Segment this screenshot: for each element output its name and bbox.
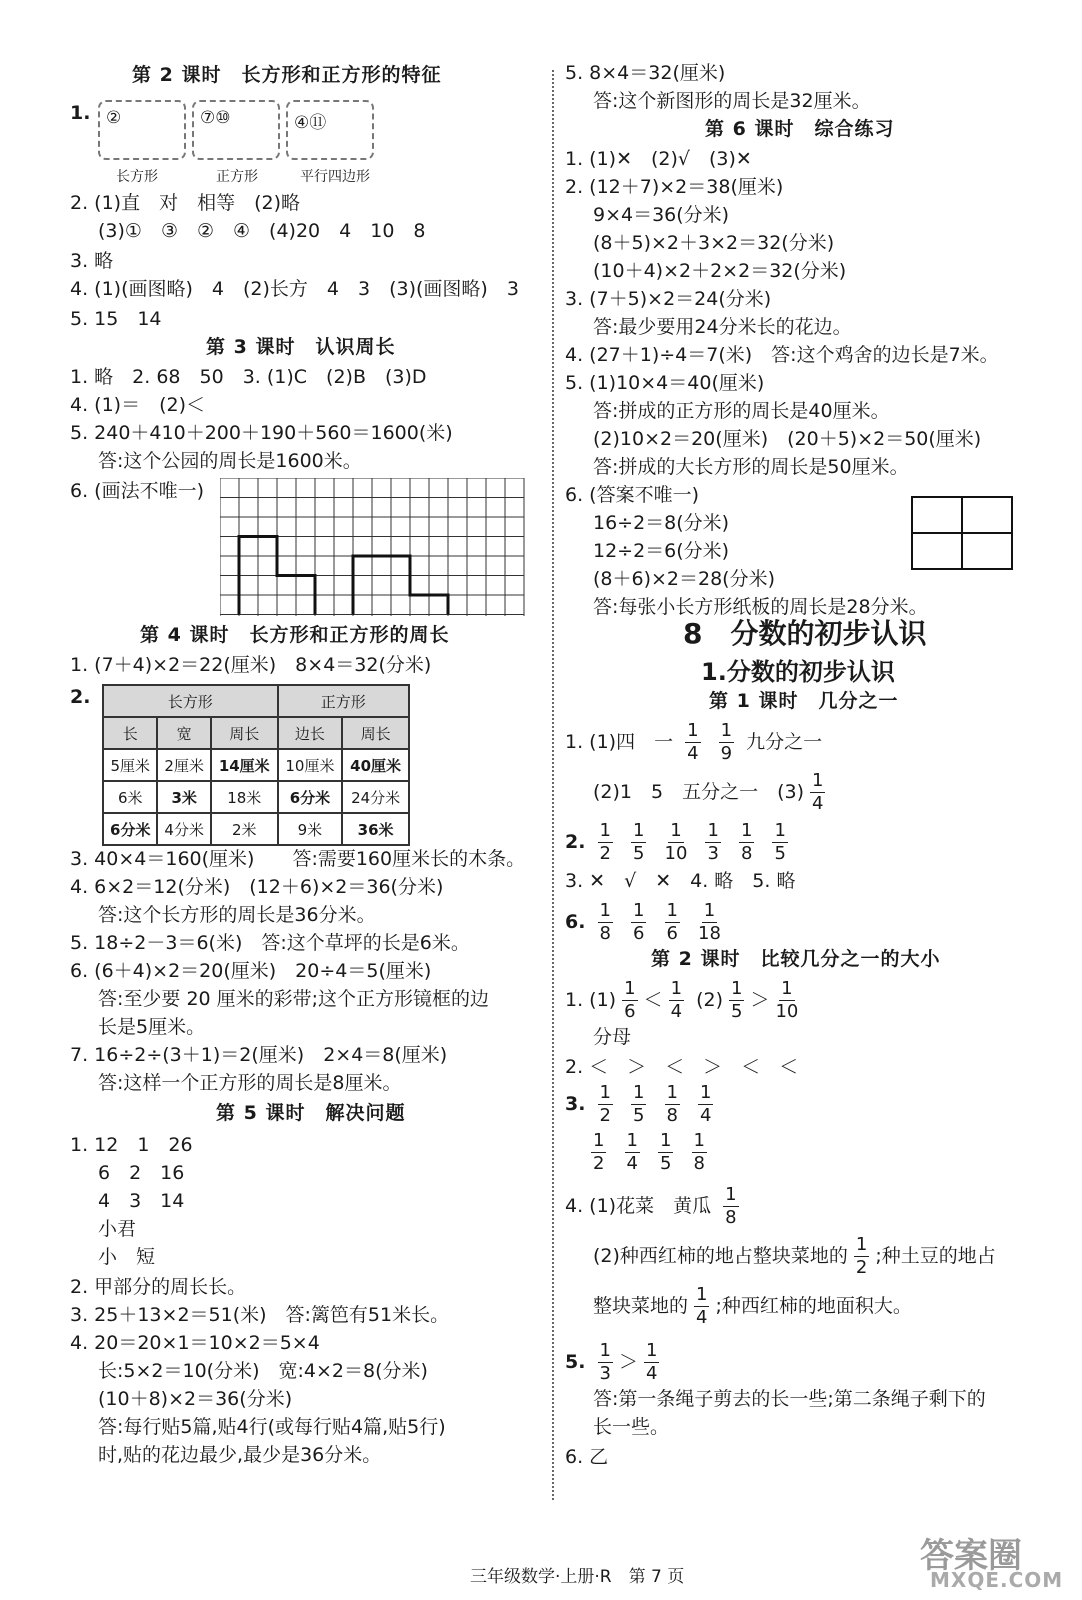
l5-q4-d: 答:每行贴5篇,贴4行(或每行贴4篇,贴5行) — [98, 1416, 446, 1438]
fraction: $\frac{1}{8}$ — [599, 900, 611, 944]
fraction: $\frac{1}{4}$ — [670, 978, 683, 1022]
c2-q1: 1. (1) $\frac{1}{6}$ ＜ $\frac{1}{4}$ (2) $\frac{1}{5}$ ＞ $\frac{1}{10}$ — [565, 978, 799, 1022]
l2-q5: 5. 15 14 — [70, 308, 162, 330]
c2-q1-b: 分母 — [593, 1026, 632, 1048]
l4-q3: 3. 40×4＝160(厘米) 答:需要160厘米长的木条。 — [70, 848, 526, 870]
section-title: 1.分数的初步认识 — [701, 658, 895, 686]
l4-q6-answer-1: 答:至少要 20 厘米的彩带;这个正方形镜框的边 — [98, 988, 490, 1010]
l5-q4-e: 时,贴的花边最少,最少是36分米。 — [98, 1444, 382, 1466]
watermark-logo: 答案圈 — [920, 1536, 1022, 1576]
table-header: 宽 — [157, 717, 210, 749]
fraction: $\frac{1}{8}$ — [666, 1082, 678, 1126]
lesson3-title: 第 3 课时 认识周长 — [206, 336, 396, 358]
l2-q2a: 2. (1)直 对 相等 (2)略 — [70, 192, 300, 214]
fraction: $\frac{1}{2}$ — [593, 1130, 605, 1174]
r-q5-answer: 答:这个新图形的周长是32厘米。 — [593, 90, 871, 112]
l4-q4-answer: 答:这个长方形的周长是36分米。 — [98, 904, 376, 926]
fraction: $\frac{1}{5}$ — [633, 1082, 645, 1126]
l6-q6-d: (8＋6)×2＝28(分米) — [593, 568, 776, 590]
c2-q6: 6. 乙 — [565, 1446, 609, 1468]
table-header: 长 — [103, 717, 157, 749]
watermark-url: MXQE.COM — [930, 1568, 1064, 1592]
l3-q6: 6. (画法不唯一) — [70, 480, 204, 502]
rectangle-split-drawing — [911, 496, 1013, 570]
c1-q6: 6. $\frac{1}{8}$ $\frac{1}{6}$ $\frac{1}{6}$ $\frac{1}{18}$ — [565, 900, 721, 944]
fraction: $\frac{1}{8}$ — [725, 1184, 737, 1228]
lesson6-title: 第 6 课时 综合练习 — [705, 118, 895, 140]
l3-q4: 4. (1)＝ (2)＜ — [70, 394, 205, 416]
c2-q4-c: 整块菜地的 $\frac{1}{4}$ ;种西红柿的地面积大。 — [593, 1284, 912, 1328]
l5-q1-b: 6 2 16 — [98, 1162, 185, 1184]
fraction: $\frac{1}{2}$ — [855, 1234, 868, 1278]
c1-q1a: 1. (1)四 一 $\frac{1}{4}$ $\frac{1}{9}$ 九分之一 — [565, 720, 823, 764]
shape-label-1: 长方形 — [116, 169, 158, 185]
c2-title: 第 2 课时 比较几分之一的大小 — [651, 948, 941, 970]
l5-q2: 2. 甲部分的周长长。 — [70, 1276, 247, 1298]
table-group-header: 正方形 — [278, 685, 409, 717]
table-header: 周长 — [342, 717, 409, 749]
c2-q3-row2 — [585, 1132, 713, 1173]
l6-q2-d: (10＋4)×2＋2×2＝32(分米) — [593, 260, 847, 282]
l6-q5-b: (2)10×2＝20(厘米) (20＋5)×2＝50(厘米) — [593, 428, 982, 450]
fraction: $\frac{1}{6}$ — [633, 900, 645, 944]
c2-q4: 4. (1)花菜 黄瓜 $\frac{1}{8}$ — [565, 1184, 737, 1228]
l4-q4: 4. 6×2＝12(分米) (12＋6)×2＝36(分米) — [70, 876, 444, 898]
fraction: $\frac{1}{2}$ — [599, 1082, 611, 1126]
table-group-header: 长方形 — [103, 685, 278, 717]
l2-q2b: (3)① ③ ② ④ (4)20 4 10 8 — [98, 220, 426, 242]
l4-q1: 1. (7＋4)×2＝22(厘米) 8×4＝32(分米) — [70, 654, 432, 676]
l4-q7-answer: 答:这样一个正方形的周长是8厘米。 — [98, 1072, 402, 1094]
l4-q2-num: 2. — [70, 686, 91, 708]
l5-q1-e: 小 短 — [98, 1246, 156, 1268]
c1-q2: 2. $\frac{1}{2}$ $\frac{1}{5}$ $\frac{1}{10}$ $\frac{1}{3}$ $\frac{1}{8}$ $\frac{1}{5}$ — [565, 820, 786, 864]
l6-q3: 3. (7＋5)×2＝24(分米) — [565, 288, 772, 310]
l2-q1-num: 1. — [70, 102, 91, 124]
fraction: $\frac{1}{5}$ — [730, 978, 743, 1022]
l5-q3: 3. 25＋13×2＝51(米) 答:篱笆有51米长。 — [70, 1304, 450, 1326]
c2-q3-row1: 3. $\frac{1}{2}$ $\frac{1}{5}$ $\frac{1}{8}$ $\frac{1}{4}$ — [565, 1082, 712, 1126]
l5-q1-d: 小君 — [98, 1218, 137, 1240]
fraction: $\frac{1}{10}$ — [775, 978, 799, 1022]
fraction: $\frac{1}{4}$ — [812, 770, 824, 814]
l3-q1: 1. 略 2. 68 50 3. (1)C (2)B (3)D — [70, 366, 427, 388]
table-row: 6米 3米 18米 6分米 24分米 — [103, 781, 409, 813]
l5-q4-c: (10＋8)×2＝36(分米) — [98, 1388, 293, 1410]
fraction: $\frac{1}{9}$ — [720, 720, 733, 764]
l3-q5-answer: 答:这个公园的周长是1600米。 — [98, 450, 362, 472]
l6-q2-c: (8＋5)×2＋3×2＝32(分米) — [593, 232, 835, 254]
shape-label-3: 平行四边形 — [300, 169, 370, 185]
fraction: $\frac{1}{18}$ — [698, 900, 721, 944]
l3-q5: 5. 240＋410＋200＋190＋560＝1600(米) — [70, 422, 453, 444]
l6-q6-b: 16÷2＝8(分米) — [593, 512, 730, 534]
fraction: $\frac{1}{5}$ — [660, 1130, 672, 1174]
l4-q6-answer-2: 长是5厘米。 — [98, 1016, 206, 1038]
shape-box-2: ⑦⑩ — [192, 100, 280, 160]
unit-title: 8 分数的初步认识 — [683, 617, 927, 650]
l6-q2: 2. (12＋7)×2＝38(厘米) — [565, 176, 784, 198]
lesson2-title: 第 2 课时 长方形和正方形的特征 — [132, 64, 442, 86]
table-header: 边长 — [278, 717, 343, 749]
l4-q6: 6. (6＋4)×2＝20(厘米) 20÷4＝5(厘米) — [70, 960, 432, 982]
l6-q5-answer-2: 答:拼成的大长方形的周长是50厘米。 — [593, 456, 909, 478]
l5-q1: 1. 12 1 26 — [70, 1134, 193, 1156]
fraction: $\frac{1}{6}$ — [666, 900, 678, 944]
lesson5-title: 第 5 课时 解决问题 — [216, 1102, 406, 1124]
perimeter-table — [102, 684, 410, 846]
l2-q4: 4. (1)(画图略) 4 (2)长方 4 3 (3)(画图略) 3 — [70, 278, 519, 300]
l5-q4-b: 长:5×2＝10(分米) 宽:4×2＝8(分米) — [98, 1360, 428, 1382]
column-divider — [552, 70, 554, 1500]
l6-q6-c: 12÷2＝6(分米) — [593, 540, 730, 562]
l6-q3-answer: 答:最少要用24分米长的花边。 — [593, 316, 852, 338]
fraction: $\frac{1}{4}$ — [626, 1130, 638, 1174]
fraction: $\frac{1}{3}$ — [599, 1340, 611, 1384]
l6-q5-answer-1: 答:拼成的正方形的周长是40厘米。 — [593, 400, 890, 422]
c2-q5: 5. $\frac{1}{3}$ ＞ $\frac{1}{4}$ — [565, 1340, 658, 1384]
c1-q1b: (2)1 5 五分之一 (3) $\frac{1}{4}$ — [593, 770, 824, 814]
fraction: $\frac{1}{8}$ — [693, 1130, 705, 1174]
fraction: $\frac{1}{5}$ — [774, 820, 786, 864]
l4-q7: 7. 16÷2÷(3＋1)＝2(厘米) 2×4＝8(厘米) — [70, 1044, 448, 1066]
c2-q4-b: (2)种西红柿的地占整块菜地的 $\frac{1}{2}$ ;种土豆的地占 — [593, 1234, 996, 1278]
l2-q3: 3. 略 — [70, 250, 114, 272]
page-footer: 三年级数学·上册·R 第 7 页 — [470, 1567, 685, 1587]
l4-q5: 5. 18÷2－3＝6(米) 答:这个草坪的长是6米。 — [70, 932, 470, 954]
l6-q1: 1. (1)✕ (2)√ (3)✕ — [565, 148, 752, 170]
fraction: $\frac{1}{4}$ — [645, 1340, 658, 1384]
table-header: 周长 — [211, 717, 278, 749]
grid-drawing — [220, 478, 526, 616]
shape-box-3: ④⑪ — [286, 100, 374, 160]
table-row: 6分米 4分米 2米 9米 36米 — [103, 813, 409, 845]
lesson4-title: 第 4 课时 长方形和正方形的周长 — [140, 624, 450, 646]
l5-q1-c: 4 3 14 — [98, 1190, 185, 1212]
c1-q3: 3. ✕ √ ✕ 4. 略 5. 略 — [565, 870, 796, 892]
fraction: $\frac{1}{8}$ — [740, 820, 753, 864]
l6-q6-answer: 答:每张小长方形纸板的周长是28分米。 — [593, 596, 928, 618]
l6-q4: 4. (27＋1)÷4＝7(米) 答:这个鸡舍的边长是7米。 — [565, 344, 999, 366]
fraction: $\frac{1}{3}$ — [707, 820, 719, 864]
fraction: $\frac{1}{5}$ — [633, 820, 645, 864]
shape-label-2: 正方形 — [216, 169, 258, 185]
c2-q2: 2. ＜ ＞ ＜ ＞ ＜ ＜ — [565, 1056, 799, 1078]
fraction: $\frac{1}{4}$ — [687, 720, 699, 764]
l5-q4: 4. 20＝20×1＝10×2＝5×4 — [70, 1332, 320, 1354]
fraction: $\frac{1}{4}$ — [700, 1082, 712, 1126]
fraction: $\frac{1}{6}$ — [624, 978, 636, 1022]
l6-q6: 6. (答案不唯一) — [565, 484, 699, 506]
l6-q5: 5. (1)10×4＝40(厘米) — [565, 372, 765, 394]
c2-q5-answer-2: 长一些。 — [593, 1416, 670, 1438]
shape-box-1: ② — [98, 100, 186, 160]
l6-q2-b: 9×4＝36(分米) — [593, 204, 730, 226]
fraction: $\frac{1}{2}$ — [599, 820, 611, 864]
c1-title: 第 1 课时 几分之一 — [709, 690, 899, 712]
table-row: 5厘米 2厘米 14厘米 10厘米 40厘米 — [103, 749, 409, 781]
fraction: $\frac{1}{10}$ — [664, 820, 688, 864]
r-q5: 5. 8×4＝32(厘米) — [565, 62, 726, 84]
fraction: $\frac{1}{4}$ — [696, 1284, 708, 1328]
c2-q5-answer-1: 答:第一条绳子剪去的长一些;第二条绳子剩下的 — [593, 1388, 986, 1410]
